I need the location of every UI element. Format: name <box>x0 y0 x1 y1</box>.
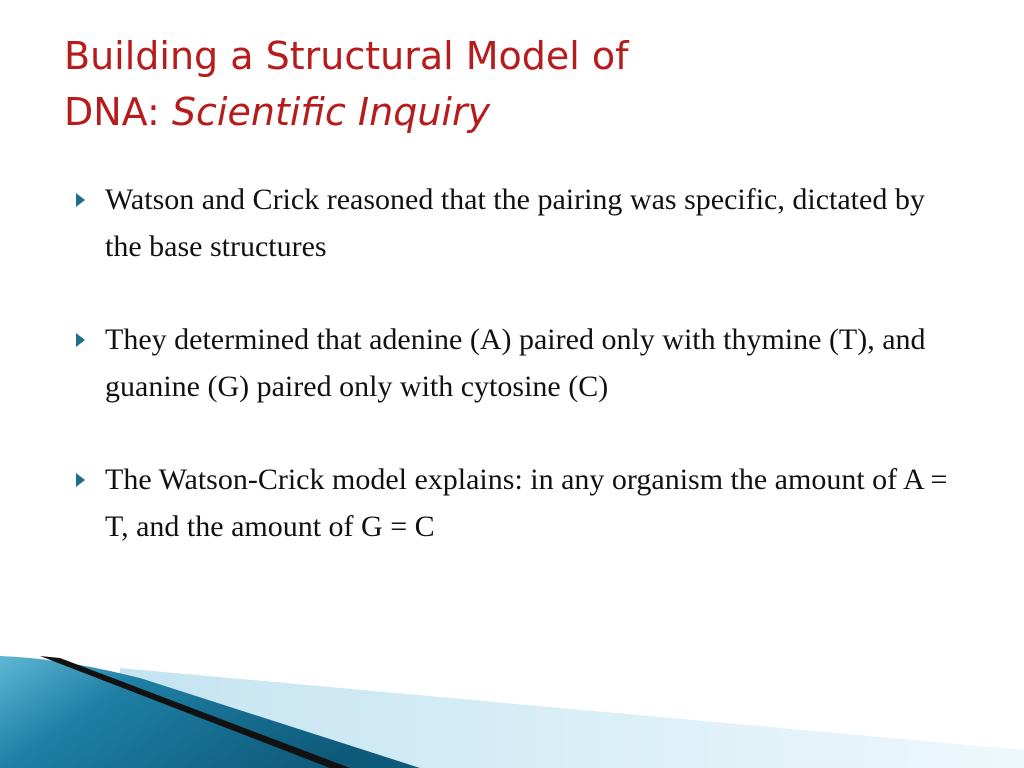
title-line-2-italic: Scientific Inquiry <box>171 90 491 134</box>
title-line-1: Building a Structural Model of <box>64 34 629 78</box>
decorative-swoosh <box>0 638 1024 768</box>
bullet-text: The Watson-Crick model explains: in any organism the amount of A = T, and the amount of G = C <box>105 463 948 543</box>
title-line-2-plain: DNA: <box>64 90 172 134</box>
bullet-item <box>72 456 952 550</box>
bullet-list <box>72 176 952 596</box>
bullet-item <box>72 176 952 270</box>
triangle-bullet-icon <box>76 333 85 347</box>
bullet-text: Watson and Crick reasoned that the pairing was specific, dictated by the base structures <box>105 183 925 263</box>
triangle-bullet-icon <box>76 193 85 207</box>
bullet-item <box>72 316 952 410</box>
triangle-bullet-icon <box>76 473 85 487</box>
bullet-text: They determined that adenine (A) paired only with thymine (T), and guanine (G) paired only with cytosine (C) <box>105 323 926 403</box>
slide-title <box>64 28 964 140</box>
